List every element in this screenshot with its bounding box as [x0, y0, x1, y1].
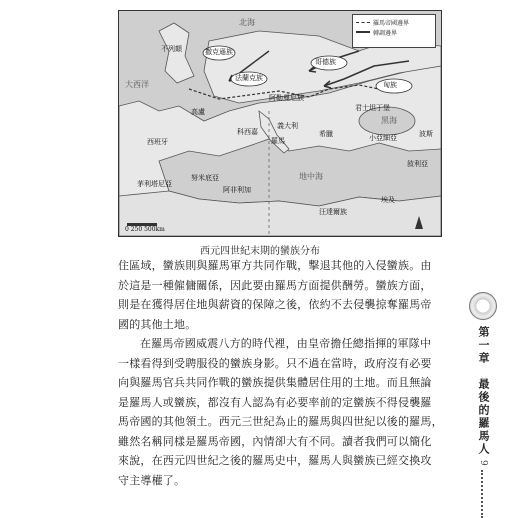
map-label-constantinople: 君士坦丁堡 — [355, 104, 390, 112]
map-label-franks: 法蘭克族 — [235, 74, 263, 82]
map-label-saxons: 撒克遜族 — [205, 48, 233, 56]
map-label-corsica: 科西嘉 — [237, 128, 258, 136]
map-label-syria: 敘利亞 — [407, 160, 428, 168]
chapter-emblem-icon — [469, 292, 497, 320]
map-scale-label: 0 250 500km — [125, 226, 165, 233]
map-label-mauretania: 茅利塔尼亞 — [137, 180, 172, 188]
chapter-sidebar — [463, 292, 503, 518]
text-line: 一樣看得到受聘服役的蠻族身影。只不過在當時，政府沒有必要 — [118, 356, 432, 370]
map-label-britain: 不列顛 — [161, 45, 182, 53]
legend-item — [356, 27, 432, 37]
text-line: 則是在獲得居住地與薪資的保障之後，依約不去侵襲掠奪羅馬帝 — [118, 298, 432, 311]
figure-caption: 西元四世紀末期的蠻族分布 — [200, 246, 320, 257]
map-label-vandals: 汪達爾族 — [319, 208, 347, 216]
map-label-numidia: 努米底亞 — [191, 174, 219, 182]
map-label-graecia: 希臘 — [319, 130, 333, 138]
map-label-egypt: 埃及 — [381, 196, 395, 204]
map-label-atlantic: 大西洋 — [125, 80, 149, 89]
map-label-alamanni: 阿勒曼尼族 — [269, 94, 304, 102]
map-figure — [118, 10, 442, 237]
text-line: 雖然名稱同樣是羅馬帝國，內情卻大有不同。讀者我們可以簡化 — [118, 434, 432, 448]
map-label-asia: 小亞細亞 — [369, 134, 397, 142]
map-label-north-sea: 北海 — [239, 18, 255, 27]
chapter-title: 第一章 最後的羅馬人 — [477, 326, 490, 456]
map-legend — [352, 14, 436, 48]
legend-item — [356, 17, 432, 27]
page-number: 9 — [478, 460, 488, 466]
map-label-black-sea: 黑海 — [381, 116, 397, 125]
map-label-mediterranean: 地中海 — [299, 172, 323, 181]
legend-label: 羅馬帝國邊界 — [373, 19, 410, 27]
decorative-dots — [481, 470, 485, 518]
text-line: 國的其他土地。 — [118, 317, 197, 331]
map-label-hispania: 西班牙 — [147, 138, 168, 146]
text-line: 向與羅馬官兵共同作戰的蠻族提供集體居住用的土地。而且無論 — [118, 376, 432, 389]
map-label-persia: 波斯 — [419, 130, 433, 138]
text-line: 於這是一種僱傭關係，因此要由羅馬方面提供酬勞。蠻族方面， — [118, 278, 432, 292]
map-label-africa: 阿非利加 — [223, 186, 251, 194]
text-line: 在羅馬帝國威震八方的時代裡，由皇帝擔任總指揮的軍隊中 — [140, 337, 432, 350]
text-line: 來說，在西元四世紀之後的羅馬史中，羅馬人與蠻族已經交換攻 — [118, 454, 432, 467]
text-line: 住區域，蠻族則與羅馬軍方共同作戰，擊退其他的入侵蠻族。由 — [118, 259, 432, 272]
body-text — [118, 256, 448, 490]
text-line: 馬帝國的其他領土。西元三世紀為止的羅馬與四世紀以後的羅馬， — [118, 415, 443, 428]
map-label-italia: 義大利 — [277, 122, 298, 130]
map-label-goths: 哥德族 — [315, 58, 336, 66]
map-label-gallia: 高盧 — [191, 108, 205, 116]
legend-solid-line — [356, 31, 370, 33]
legend-dashed-line — [356, 22, 370, 23]
text-line: 守主導權了。 — [118, 473, 186, 487]
map-label-rome: 羅馬 — [271, 137, 285, 145]
map-label-huns: 匈族 — [383, 81, 397, 89]
legend-label: 轉調邊界 — [373, 29, 398, 37]
text-line: 是羅馬人或蠻族，都沒有人認為有必要率前的定蠻族不得侵襲羅 — [118, 395, 432, 409]
